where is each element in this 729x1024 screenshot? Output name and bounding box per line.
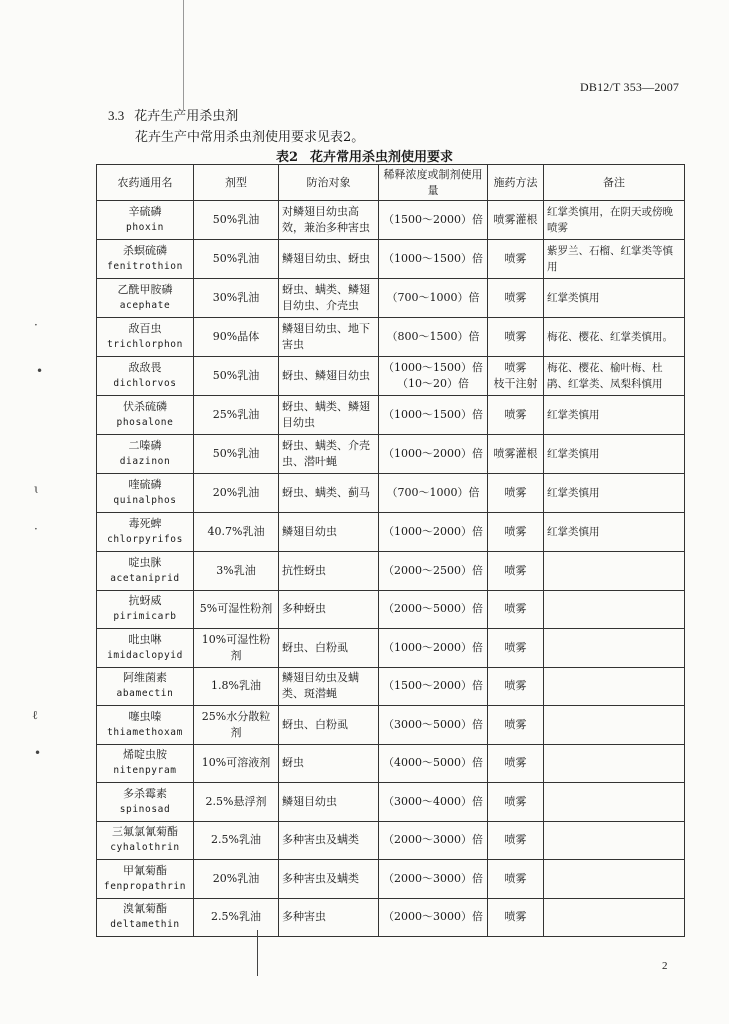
cell-remark xyxy=(544,783,685,822)
cell-name xyxy=(97,821,194,860)
cell-target: 鳞翅目幼虫 xyxy=(279,783,379,822)
cell-method xyxy=(488,357,544,396)
cell-formulation: 3%乳油 xyxy=(194,552,279,591)
pesticide-name-en: dichlorvos xyxy=(113,378,177,389)
dose: （2000～3000）倍 xyxy=(383,833,483,847)
dose-alt: （10～20）倍 xyxy=(397,377,469,390)
cell-name xyxy=(97,783,194,822)
header-formulation: 剂型 xyxy=(194,165,279,201)
table-row xyxy=(97,590,685,629)
method: 喷雾 xyxy=(504,871,527,885)
pesticide-name-cn: 伏杀硫磷 xyxy=(123,400,167,413)
cell-target: 蚜虫、螨类、鳞翅目幼虫 xyxy=(279,396,379,435)
cell-formulation: 1.8%乳油 xyxy=(194,667,279,706)
cell-formulation: 25%水分散粒剂 xyxy=(194,706,279,745)
cell-target: 蚜虫、鳞翅目幼虫 xyxy=(279,357,379,396)
pesticide-name-cn: 溴氰菊酯 xyxy=(123,902,167,916)
table-row xyxy=(97,706,685,745)
intro-paragraph: 花卉生产中常用杀虫剂使用要求见表2。 xyxy=(135,130,365,145)
cell-dose xyxy=(379,396,488,435)
table-row xyxy=(97,513,685,552)
margin-mark: ɩ xyxy=(34,482,39,496)
cell-method xyxy=(488,629,544,668)
cell-dose xyxy=(379,898,488,937)
cell-dose xyxy=(379,474,488,513)
cell-remark xyxy=(544,821,685,860)
cell-method xyxy=(488,474,544,513)
cell-remark xyxy=(544,590,685,629)
dose: （1000～2000）倍 xyxy=(383,525,483,538)
cell-remark: 红掌类慎用 xyxy=(544,279,685,318)
cell-dose xyxy=(379,744,488,783)
cell-name xyxy=(97,706,194,745)
scan-line-artifact xyxy=(257,930,258,976)
page-number: 2 xyxy=(662,960,668,972)
pesticide-name-en: pirimicarb xyxy=(113,611,177,623)
cell-method xyxy=(488,201,544,240)
cell-formulation: 5%可湿性粉剂 xyxy=(194,590,279,629)
cell-dose xyxy=(379,201,488,240)
table-row xyxy=(97,552,685,591)
pesticide-name-cn: 乙酰甲胺磷 xyxy=(117,283,173,296)
cell-formulation: 25%乳油 xyxy=(194,396,279,435)
table-caption-text: 花卉常用杀虫剂使用要求 xyxy=(310,150,454,165)
header-method: 施药方法 xyxy=(488,165,544,201)
cell-target: 鳞翅目幼虫、地下害虫 xyxy=(279,318,379,357)
cell-formulation: 10%可湿性粉剂 xyxy=(194,629,279,668)
table-row xyxy=(97,783,685,822)
method: 喷雾 xyxy=(504,756,527,770)
cell-target: 蚜虫、螨类、介壳虫、潜叶蝇 xyxy=(279,435,379,474)
table-row xyxy=(97,667,685,706)
cell-formulation: 50%乳油 xyxy=(194,201,279,240)
table-row xyxy=(97,629,685,668)
table-row xyxy=(97,474,685,513)
section-heading xyxy=(108,105,238,124)
cell-dose xyxy=(379,629,488,668)
margin-mark: • xyxy=(34,746,42,760)
cell-remark: 红掌类慎用，在阴天或傍晚喷雾 xyxy=(544,201,685,240)
cell-dose xyxy=(379,435,488,474)
cell-target: 对鳞翅目幼虫高效，兼治多种害虫 xyxy=(279,201,379,240)
cell-method xyxy=(488,706,544,745)
cell-method xyxy=(488,279,544,318)
cell-formulation: 2.5%乳油 xyxy=(194,898,279,937)
table-caption xyxy=(0,146,729,165)
cell-name xyxy=(97,240,194,279)
table-row xyxy=(97,396,685,435)
pesticide-name-en: quinalphos xyxy=(113,495,177,506)
cell-remark: 红掌类慎用 xyxy=(544,474,685,513)
table-row xyxy=(97,860,685,899)
header-target: 防治对象 xyxy=(279,165,379,201)
pesticide-name-en: chlorpyrifos xyxy=(107,534,183,545)
cell-target: 蚜虫 xyxy=(279,744,379,783)
table-header-row xyxy=(97,165,685,201)
cell-method xyxy=(488,396,544,435)
dose: （1500～2000）倍 xyxy=(383,679,483,693)
cell-method xyxy=(488,590,544,629)
cell-dose xyxy=(379,590,488,629)
dose: （1500～2000）倍 xyxy=(383,213,483,226)
cell-formulation: 2.5%乳油 xyxy=(194,821,279,860)
pesticide-name-en: diazinon xyxy=(119,456,171,467)
cell-name xyxy=(97,513,194,552)
cell-formulation: 10%可溶液剂 xyxy=(194,744,279,783)
method: 喷雾 xyxy=(504,291,527,304)
cell-target: 鳞翅目幼虫 xyxy=(279,513,379,552)
dose: （700～1000）倍 xyxy=(386,486,480,499)
insecticide-table xyxy=(96,164,685,937)
cell-name xyxy=(97,396,194,435)
cell-formulation: 30%乳油 xyxy=(194,279,279,318)
pesticide-name-en: nitenpyram xyxy=(113,765,177,777)
cell-target: 蚜虫、白粉虱 xyxy=(279,706,379,745)
method: 喷雾 xyxy=(504,833,527,847)
pesticide-name-cn: 杀螟硫磷 xyxy=(123,244,167,257)
cell-target: 蚜虫、白粉虱 xyxy=(279,629,379,668)
method: 喷雾 xyxy=(504,910,527,924)
dose: （2000～2500）倍 xyxy=(383,563,483,577)
cell-formulation: 50%乳油 xyxy=(194,357,279,396)
cell-method xyxy=(488,744,544,783)
cell-formulation: 20%乳油 xyxy=(194,474,279,513)
table-caption-label: 表2 xyxy=(275,150,299,165)
pesticide-name-cn: 毒死蜱 xyxy=(128,517,162,530)
cell-remark: 红掌类慎用 xyxy=(544,435,685,474)
pesticide-name-en: thiamethoxam xyxy=(107,726,183,738)
method: 喷雾 xyxy=(504,679,527,693)
margin-mark: · xyxy=(34,318,38,332)
method: 喷雾 xyxy=(504,717,527,731)
dose: （800～1500）倍 xyxy=(386,330,480,343)
cell-name xyxy=(97,435,194,474)
cell-target: 多种害虫 xyxy=(279,898,379,937)
cell-remark xyxy=(544,898,685,937)
pesticide-name-cn: 二嗪磷 xyxy=(128,439,162,452)
dose: （2000～3000）倍 xyxy=(383,910,483,924)
cell-formulation: 20%乳油 xyxy=(194,860,279,899)
pesticide-name-cn: 辛硫磷 xyxy=(128,205,162,218)
cell-name xyxy=(97,318,194,357)
cell-method xyxy=(488,667,544,706)
cell-name xyxy=(97,279,194,318)
method: 喷雾 xyxy=(504,330,527,343)
cell-name xyxy=(97,590,194,629)
cell-method xyxy=(488,821,544,860)
cell-target: 多种蚜虫 xyxy=(279,590,379,629)
pesticide-name-cn: 抗蚜威 xyxy=(128,594,162,608)
pesticide-name-en: deltamethin xyxy=(110,919,180,931)
method: 喷雾 xyxy=(504,563,527,577)
cell-dose xyxy=(379,552,488,591)
cell-target: 蚜虫、螨类、蓟马 xyxy=(279,474,379,513)
cell-name xyxy=(97,898,194,937)
method: 喷雾 xyxy=(504,640,527,654)
pesticide-name-cn: 敌百虫 xyxy=(128,322,162,335)
cell-formulation: 50%乳油 xyxy=(194,240,279,279)
cell-name xyxy=(97,552,194,591)
cell-dose xyxy=(379,357,488,396)
pesticide-name-en: abamectin xyxy=(116,688,174,700)
dose: （1000～1500）倍 xyxy=(383,252,483,265)
pesticide-name-cn: 多杀霉素 xyxy=(123,786,167,800)
cell-name xyxy=(97,860,194,899)
header-name: 农药通用名 xyxy=(97,165,194,201)
method: 喷雾 xyxy=(504,602,527,616)
cell-dose xyxy=(379,240,488,279)
cell-name xyxy=(97,667,194,706)
standard-code: DB12/T 353—2007 xyxy=(580,80,680,94)
cell-method xyxy=(488,513,544,552)
scan-line-artifact xyxy=(183,0,184,110)
cell-target: 多种害虫及螨类 xyxy=(279,821,379,860)
method: 喷雾 xyxy=(504,361,527,374)
pesticide-name-en: cyhalothrin xyxy=(110,842,180,854)
dose: （1000～1500）倍 xyxy=(383,361,483,374)
pesticide-name-cn: 敌敌畏 xyxy=(128,361,162,374)
pesticide-name-en: imidaclopyid xyxy=(107,649,183,661)
pesticide-name-en: acetaniprid xyxy=(110,572,180,584)
cell-remark xyxy=(544,552,685,591)
cell-dose xyxy=(379,706,488,745)
method: 喷雾 xyxy=(504,408,527,421)
dose: （3000～4000）倍 xyxy=(383,794,483,808)
table-row xyxy=(97,318,685,357)
cell-remark xyxy=(544,629,685,668)
pesticide-name-en: phoxin xyxy=(126,222,164,233)
cell-method xyxy=(488,240,544,279)
cell-dose xyxy=(379,821,488,860)
pesticide-name-en: trichlorphon xyxy=(107,339,183,350)
cell-dose xyxy=(379,318,488,357)
cell-remark xyxy=(544,706,685,745)
pesticide-name-cn: 喹硫磷 xyxy=(128,478,162,491)
pesticide-name-en: phosalone xyxy=(116,417,174,428)
pesticide-name-cn: 烯啶虫胺 xyxy=(123,748,167,762)
dose: （2000～3000）倍 xyxy=(383,871,483,885)
cell-target: 抗性蚜虫 xyxy=(279,552,379,591)
method: 喷雾 xyxy=(504,486,527,499)
table-row xyxy=(97,201,685,240)
cell-remark xyxy=(544,667,685,706)
cell-name xyxy=(97,357,194,396)
section-number: 3.3 xyxy=(108,108,125,123)
cell-target: 鳞翅目幼虫及螨类、斑潜蝇 xyxy=(279,667,379,706)
pesticide-name-cn: 啶虫脒 xyxy=(128,555,162,569)
cell-remark: 梅花、樱花、红掌类慎用。 xyxy=(544,318,685,357)
cell-target: 鳞翅目幼虫、蚜虫 xyxy=(279,240,379,279)
method-alt: 枝干注射 xyxy=(493,377,538,390)
section-title: 花卉生产用杀虫剂 xyxy=(134,109,239,124)
cell-remark: 红掌类慎用 xyxy=(544,513,685,552)
margin-mark: ℓ xyxy=(32,708,38,722)
table-row xyxy=(97,898,685,937)
cell-name xyxy=(97,474,194,513)
dose: （1000～1500）倍 xyxy=(383,408,483,421)
cell-formulation: 40.7%乳油 xyxy=(194,513,279,552)
header-remark: 备注 xyxy=(544,165,685,201)
table-row xyxy=(97,821,685,860)
cell-name xyxy=(97,629,194,668)
dose: （1000～2000）倍 xyxy=(383,640,483,654)
cell-dose xyxy=(379,513,488,552)
method: 喷雾灌根 xyxy=(493,447,538,460)
pesticide-name-en: fenitrothion xyxy=(107,261,183,272)
cell-method xyxy=(488,898,544,937)
cell-formulation: 50%乳油 xyxy=(194,435,279,474)
margin-mark: • xyxy=(36,364,44,378)
cell-remark: 紫罗兰、石榴、红掌类等慎用 xyxy=(544,240,685,279)
dose: （700～1000）倍 xyxy=(386,291,480,304)
pesticide-name-cn: 三氟氯氰菊酯 xyxy=(112,825,178,839)
method: 喷雾 xyxy=(504,525,527,538)
cell-dose xyxy=(379,860,488,899)
pesticide-name-en: acephate xyxy=(119,300,171,311)
cell-remark xyxy=(544,860,685,899)
cell-name xyxy=(97,744,194,783)
cell-method xyxy=(488,783,544,822)
pesticide-name-cn: 阿维菌素 xyxy=(123,671,167,685)
table-row xyxy=(97,357,685,396)
cell-formulation: 90%晶体 xyxy=(194,318,279,357)
table-row xyxy=(97,240,685,279)
cell-formulation: 2.5%悬浮剂 xyxy=(194,783,279,822)
dose: （1000～2000）倍 xyxy=(383,447,483,460)
cell-dose xyxy=(379,783,488,822)
table-row xyxy=(97,279,685,318)
table-row xyxy=(97,744,685,783)
cell-name xyxy=(97,201,194,240)
method: 喷雾 xyxy=(504,252,527,265)
cell-dose xyxy=(379,279,488,318)
cell-dose xyxy=(379,667,488,706)
pesticide-name-en: fenpropathrin xyxy=(103,880,187,892)
pesticide-name-cn: 噻虫嗪 xyxy=(128,709,162,723)
table-row xyxy=(97,435,685,474)
method: 喷雾灌根 xyxy=(493,213,538,226)
header-dose: 稀释浓度或制剂使用量 xyxy=(379,165,488,201)
cell-target: 多种害虫及螨类 xyxy=(279,860,379,899)
pesticide-name-cn: 吡虫啉 xyxy=(128,632,162,646)
cell-remark xyxy=(544,744,685,783)
cell-remark: 红掌类慎用 xyxy=(544,396,685,435)
cell-method xyxy=(488,552,544,591)
margin-mark: · xyxy=(34,522,38,536)
cell-method xyxy=(488,435,544,474)
cell-remark: 梅花、樱花、榆叶梅、杜鹃、红掌类、凤梨科慎用 xyxy=(544,357,685,396)
dose: （4000～5000）倍 xyxy=(383,756,483,770)
pesticide-name-en: spinosad xyxy=(119,803,171,815)
method: 喷雾 xyxy=(504,794,527,808)
dose: （2000～5000）倍 xyxy=(383,602,483,616)
cell-method xyxy=(488,860,544,899)
cell-method xyxy=(488,318,544,357)
pesticide-name-cn: 甲氰菊酯 xyxy=(123,863,167,877)
dose: （3000～5000）倍 xyxy=(383,717,483,731)
cell-target: 蚜虫、螨类、鳞翅目幼虫、介壳虫 xyxy=(279,279,379,318)
